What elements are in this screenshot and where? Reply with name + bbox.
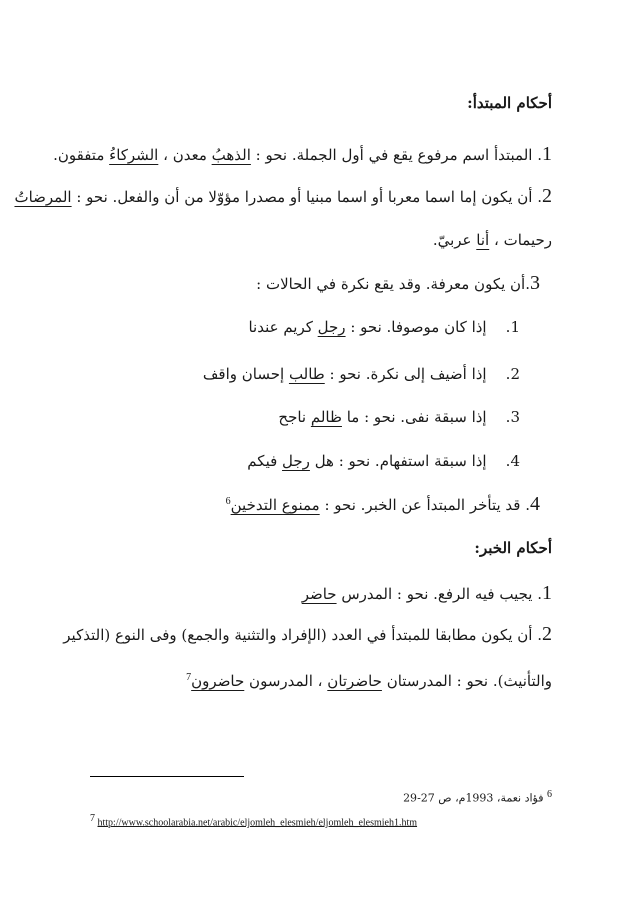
footnote-text: فؤاد نعمة، 1993م، ص 27-29	[403, 791, 547, 805]
footnote-mark: 7	[90, 813, 95, 824]
sub-item-1	[40, 316, 520, 338]
rule-text: والتأنيث). نحو : المدرستان	[381, 672, 552, 690]
example-word: أنا	[476, 231, 490, 249]
example-word: رجل	[317, 318, 346, 336]
rule-text: فيكم	[247, 452, 283, 470]
item-number: 2	[542, 623, 552, 645]
sub-number: 1.	[505, 318, 520, 336]
footnote-mark: 6	[547, 789, 552, 800]
example-word: طالب	[288, 365, 325, 383]
example-word: الذهبُ	[211, 146, 251, 164]
khabar-item-2	[40, 623, 552, 646]
heading-mubtada: أحكام المبتدأ:	[467, 94, 552, 112]
sub-number: 2.	[505, 365, 520, 383]
example-word: حاضرون	[191, 672, 245, 690]
example-word: المرضاتُ	[14, 188, 72, 206]
rule-text: رحيمات ،	[489, 231, 552, 249]
sub-item-2	[40, 363, 520, 385]
rule-item-2-continued	[40, 229, 552, 251]
sub-item-4	[40, 450, 520, 472]
footnote-7	[90, 813, 417, 828]
rule-text: . أن يكون إما اسما معربا أو اسما مبنيا أو مصدرا مؤوّلا من أن والفعل. نحو :	[71, 188, 542, 206]
footnote-link[interactable]: http://www.schoolarabia.net/arabic/eljomleh_elesmieh/eljomleh_elesmieh1.htm	[97, 817, 418, 829]
example-word: حاضر	[301, 585, 337, 603]
rule-text: إذا كان موصوفا. نحو :	[345, 318, 487, 336]
example-word: ظالم	[310, 408, 342, 426]
heading-khabar: أحكام الخبر:	[474, 539, 552, 557]
example-word: ممنوع التدخين	[230, 496, 320, 514]
khabar-item-1	[40, 582, 552, 605]
footnote-separator	[90, 776, 244, 777]
rule-text: ناجح	[278, 408, 311, 426]
rule-item-4	[40, 491, 540, 516]
rule-text: إذا سبقة نفى. نحو : ما	[341, 408, 487, 426]
rule-text: متفقون.	[53, 146, 110, 164]
rule-item-1	[40, 143, 552, 166]
item-number: 1	[542, 582, 552, 604]
item-number: 1	[542, 143, 552, 165]
rule-text: كريم عندنا	[248, 318, 318, 336]
example-word: الشركاءُ	[109, 146, 159, 164]
footnote-ref[interactable]: 6	[225, 496, 231, 507]
rule-text: ، المدرسون	[244, 672, 328, 690]
rule-text: معدن ،	[158, 146, 212, 164]
rule-text: عربيّ.	[432, 231, 477, 249]
rule-text: إحسان واقف	[202, 365, 289, 383]
sub-item-3	[40, 406, 520, 428]
rule-text: . المبتدأ اسم مرفوع يقع في أول الجملة. نحو :	[250, 146, 542, 164]
khabar-item-2-continued	[40, 667, 552, 692]
rule-item-2	[14, 185, 552, 208]
example-word: رجل	[282, 452, 310, 470]
rule-text: . أن يكون مطابقا للمبتدأ في العدد (الإفراد والتثنية والجمع) وفى النوع (التذكير	[63, 626, 542, 644]
footnote-ref[interactable]: 7	[186, 672, 192, 683]
rule-text: . قد يتأخر المبتدأ عن الخبر. نحو :	[319, 496, 530, 514]
sub-number: 4.	[505, 452, 520, 470]
item-number: 2	[542, 185, 552, 207]
example-word: حاضرتان	[327, 672, 382, 690]
rule-text: .أن يكون معرفة. وقد يقع نكرة في الحالات :	[256, 275, 530, 293]
sub-number: 3.	[505, 408, 520, 426]
rule-item-3	[40, 272, 540, 295]
rule-text: . يجيب فيه الرفع. نحو : المدرس	[336, 585, 542, 603]
footnote-6	[403, 789, 552, 805]
item-number: 4	[530, 493, 540, 515]
item-number: 3	[530, 272, 540, 294]
rule-text: إذا سبقة استفهام. نحو : هل	[309, 452, 487, 470]
rule-text: إذا أضيف إلى نكرة. نحو :	[324, 365, 487, 383]
